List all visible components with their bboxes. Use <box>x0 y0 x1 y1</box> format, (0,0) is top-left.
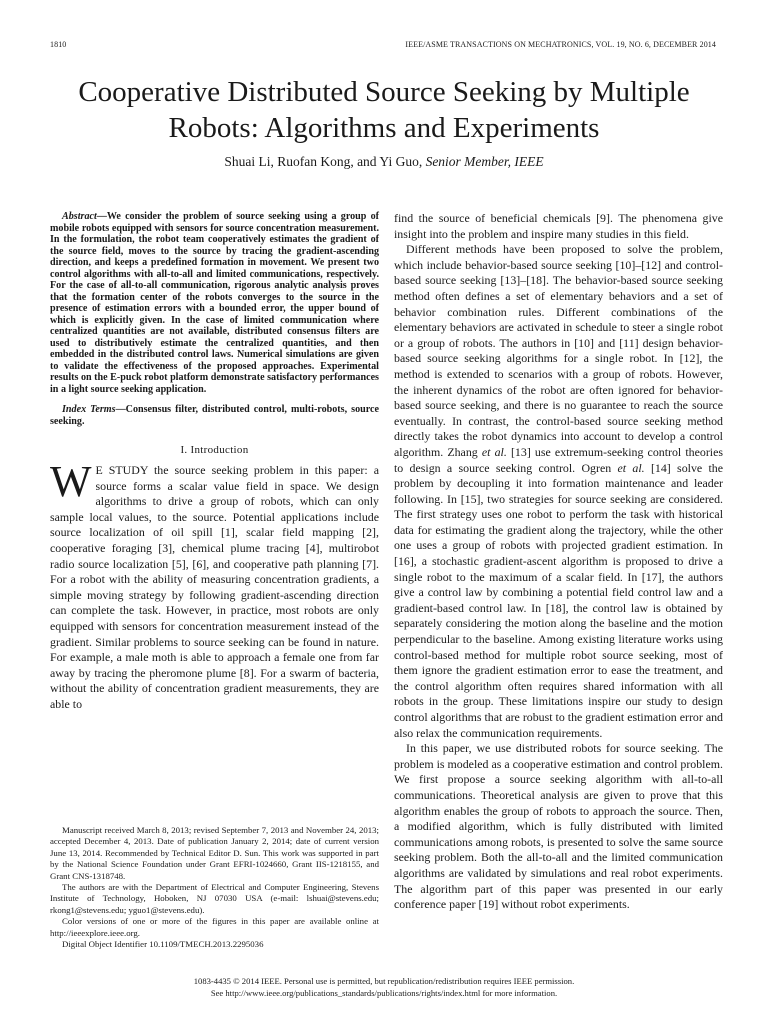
p2-text-a: Different methods have been proposed to solve the problem, which include behavior-based source seeking [10]–[12] and control-based source seeking [13]–[18]. The behavior-based source seeking method often defines a set of elementary behaviors and a set of behavior combination rules. Different combinations of the elementary behaviors are activated in schedule to steer a single robot or a group of robots. The authors in [10] and [11] design behavior-based source seeking algorithms for a single robot. In [12], the method is extended to scenarios with a group of robots. However, the inherent dynamics of the robot are often ignored for behavior-based source seeking, and there is no guarantee to reach the source eventually. In contrast, the control-based source seeking method directly takes the robot dynamics into account to develop a control algorithm. Zhang <box>394 242 723 459</box>
footnote <box>50 825 379 950</box>
abstract <box>50 211 379 395</box>
p2-etal-2: et al. <box>617 460 645 475</box>
footnote-manuscript: Manuscript received March 8, 2013; revised September 7, 2013 and November 24, 2013; accepted December 4, 2013. Date of publication January 2, 2014; date of current version June 13, 2014. Recommended by Technical Editor D. Sun. This work was supported in part by the National Science Foundation under Grant EFRI-1024660, Grant IIS-1218155, and Grant CNS-1318748. <box>50 825 379 881</box>
drop-cap: W <box>50 457 92 506</box>
index-terms <box>50 404 379 427</box>
title-line-2: Robots: Algorithms and Experiments <box>168 112 600 144</box>
intro-first-words: E STUDY <box>95 463 148 477</box>
p2-text-c: [14] solve the problem by decoupling it into formation maintenance and leader following. In [15], two strategies for source seeking are considered. The first strategy uses one robot to perform the task with historical data for estimating the gradient along the trajectory, while the other one uses a group of robots with projected gradient estimation. In [16], a stochastic gradient-ascent algorithm is proposed to drive a single robot to the maximum of a scalar field. In [17], the authors give a control law by combining a potential field control law and a gradient-based control law. In [18], the control law is obtained by separately considering the motion along the baseline and the motion perpendicular to the baseline. Among existing literature works using control-based method for multiple robot source seeking, most of them ignore the gradient estimation error to ease the treatment, and the control algorithm often requires shared information with all robots in the group. These limitations inspire our study to design control algorithms that are robust to the gradient estimation error and also relax the communication requirements. <box>394 460 724 740</box>
footer-line-1: 1083-4435 © 2014 IEEE. Personal use is permitted, but republication/redistribution requires IEEE permission. <box>193 976 575 986</box>
abstract-label: Abstract <box>62 211 97 222</box>
index-terms-label: Index Terms <box>62 404 116 415</box>
title-line-1: Cooperative Distributed Source Seeking by Multiple <box>78 76 690 108</box>
paper-title <box>30 74 738 146</box>
page-number: 1810 <box>50 40 67 49</box>
copyright-footer <box>30 975 738 999</box>
p2-text-b: [13] use extremum-seeking control theories to design a source seeking control. Ogren <box>394 444 724 475</box>
footnote-doi: Digital Object Identifier 10.1109/TMECH.2013.2295036 <box>62 939 264 950</box>
author-list <box>30 154 738 170</box>
intro-text: the source seeking problem in this paper: a source forms a scalar value field in space. We design algorithms to drive a group of robots, which can only sample local values, to the source. Potential applications include source localization of oil spill [1], scalar field mapping [2], cooperative foraging [3], chemical plume tracing [4], multirobot radio source localization [5], [6], and cooperative path planning [7]. For a robot with the ability of measuring concentration gradients, a simple moving strategy by following gradient-ascending direction can complete the task. However, in practice, most robots are only equipped with sensors for concentration measurement instead of the gradient. Similar problems to source seeking can be found in nature. For example, a male moth is able to approach a female one from far away by tracing the pheromone plume [8]. For a swarm of bacteria, without the ability of concentration gradient measurements, they are able to <box>50 463 379 711</box>
right-paragraph-1: find the source of beneficial chemicals [9]. The phenomena give insight into the problem and inspire many studies in this field. <box>394 211 723 241</box>
footer-line-2: See http://www.ieee.org/publications_standards/publications/rights/index.html for more information. <box>210 988 558 998</box>
right-paragraph-2 <box>394 242 723 741</box>
abstract-text: —We consider the problem of source seeking using a group of mobile robots equipped with sensors for source concentration measurement. In the formulation, the robot team cooperatively estimates the gradient of the source field, moves to the source by tracing the gradient-ascending direction, and keeps a predefined formation in movement. We present two control algorithms with all-to-all and limited communications, respectively. For the case of all-to-all communication, rigorous analytic analysis proves that the formation center of the robots converges to the source in the presence of estimation errors with a bounded error, the upper bound of which is explicitly given. In the case of limited communication where centralized quantities are not available, distributed consensus filters are used to distributively estimate the centralized quantities, and then embedded in the distributed control laws. Numerical simulations are given to validate the effectiveness of the proposed approaches. Experimental results on the E-puck robot platform demonstrate satisfactory performances in a light source seeking application. <box>50 211 379 395</box>
right-paragraph-3: In this paper, we use distributed robots for source seeking. The problem is modeled as a cooperative estimation and control problem. We first propose a source seeking algorithm with all-to-all communications. Theoretical analysis are given to prove that this algorithm enables the group of robots to approach the source. Then, a modified algorithm, which is fully distributed with limited communications among robots, is presented to solve the same source seeking problem. Both the all-to-all and the limited communication algorithms are validated by simulations and real robot experiments. The algorithm part of this paper was presented in our early conference paper [19] without robot experiments. <box>394 741 723 912</box>
index-terms-text: —Consensus filter, distributed control, multi-robots, source seeking. <box>50 404 379 427</box>
footnote-affiliation: The authors are with the Department of Electrical and Computer Engineering, Stevens Institute of Technology, Hoboken, NJ 07030 USA (e-mail: lshuai@stevens.edu; rkong1@stevens.edu; yguo1@stevens.edu). <box>50 882 379 915</box>
right-column <box>394 211 723 913</box>
author-membership: Senior Member, IEEE <box>425 154 544 169</box>
journal-reference: IEEE/ASME TRANSACTIONS ON MECHATRONICS, VOL. 19, NO. 6, DECEMBER 2014 <box>405 40 716 49</box>
left-column <box>50 211 379 713</box>
footnote-color: Color versions of one or more of the figures in this paper are available online at http://ieeexplore.ieee.org. <box>50 916 379 938</box>
p2-etal-1: et al. <box>481 444 507 459</box>
intro-paragraph <box>50 457 379 713</box>
author-names: Shuai Li, Ruofan Kong, and Yi Guo, <box>224 154 423 169</box>
section-heading: I. Introduction <box>180 444 249 456</box>
